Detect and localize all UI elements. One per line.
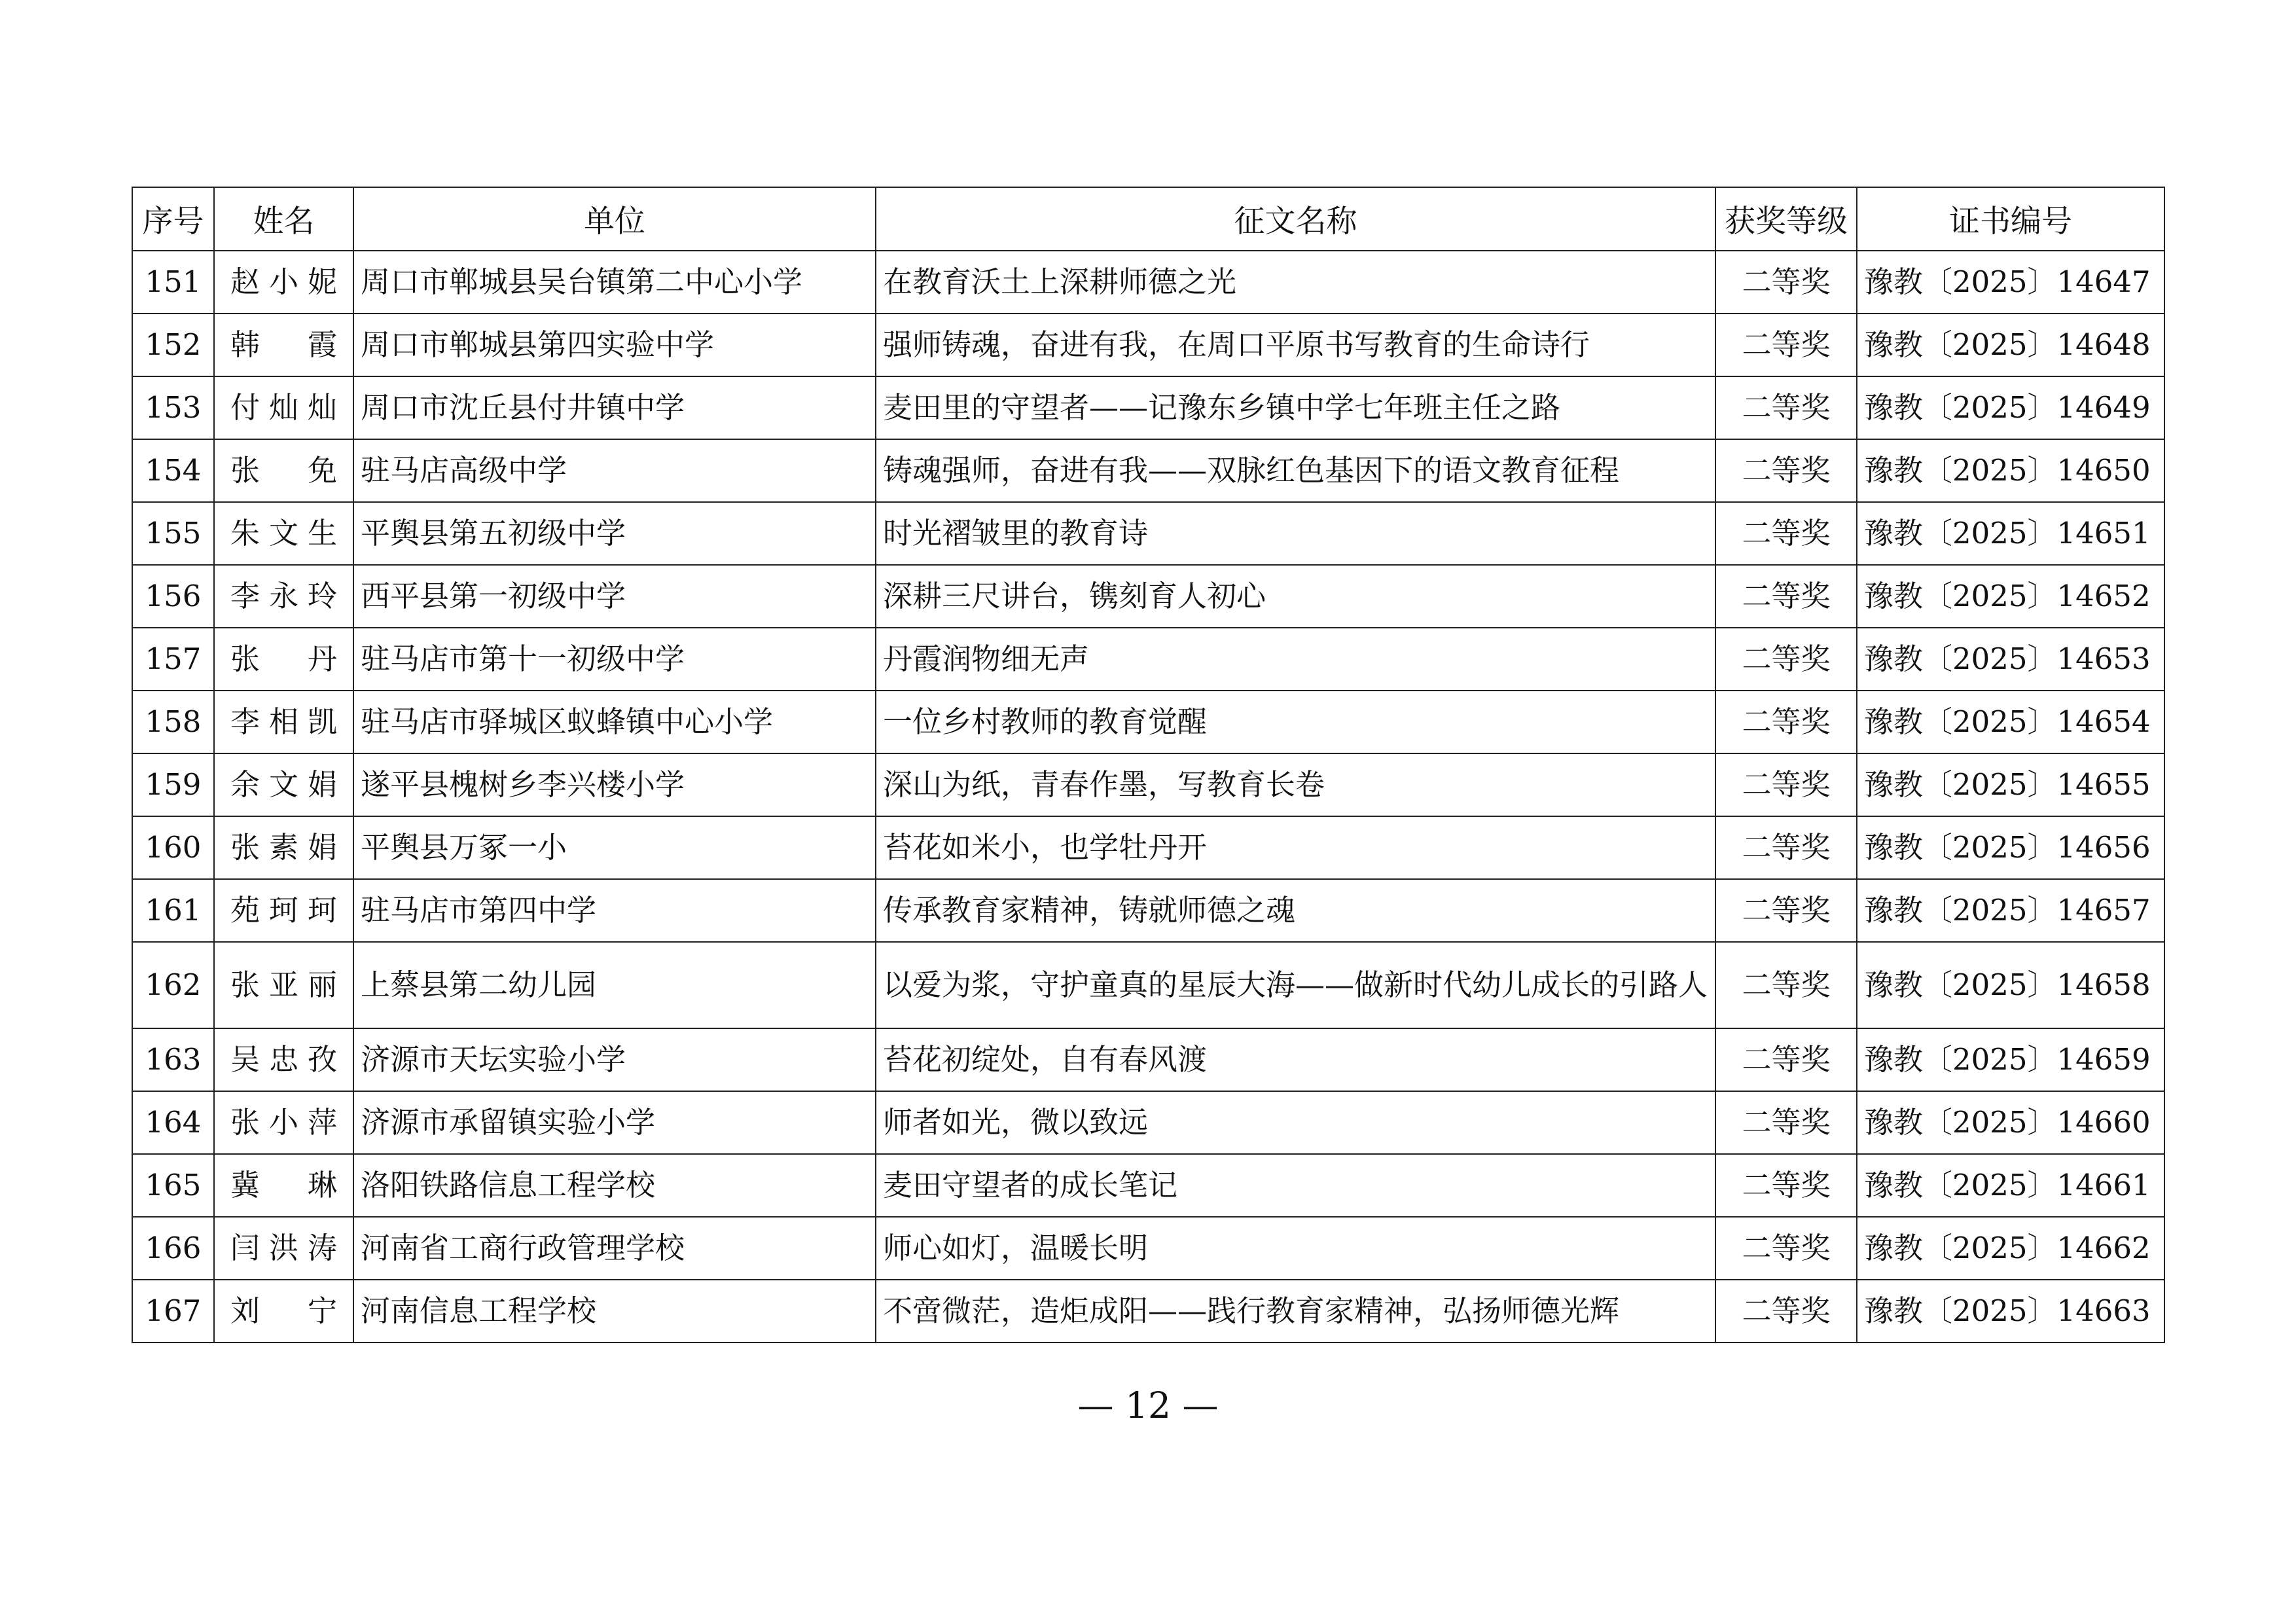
cell-level: 二等奖 [1715,565,1857,628]
header-level: 获奖等级 [1715,187,1857,251]
cell-cert: 豫教〔2025〕14662 [1857,1217,2164,1280]
cell-level: 二等奖 [1715,251,1857,314]
cell-unit: 驻马店市第十一初级中学 [353,628,876,691]
cell-name: 冀琳 [214,1154,353,1217]
cell-unit: 周口市沈丘县付井镇中学 [353,376,876,439]
cell-level: 二等奖 [1715,691,1857,753]
cell-title: 强师铸魂，奋进有我，在周口平原书写教育的生命诗行 [876,314,1715,376]
cell-no: 157 [132,628,214,691]
cell-name: 张素娟 [214,816,353,879]
table-row [132,251,2164,314]
table-row [132,1091,2164,1154]
cell-unit: 西平县第一初级中学 [353,565,876,628]
cell-name: 李相凯 [214,691,353,753]
award-table [132,187,2165,1343]
cell-level: 二等奖 [1715,314,1857,376]
cell-level: 二等奖 [1715,628,1857,691]
cell-cert: 豫教〔2025〕14647 [1857,251,2164,314]
table-row [132,1280,2164,1343]
cell-name: 闫洪涛 [214,1217,353,1280]
cell-unit: 驻马店高级中学 [353,439,876,502]
cell-unit: 洛阳铁路信息工程学校 [353,1154,876,1217]
cell-level: 二等奖 [1715,502,1857,565]
cell-name: 张小萍 [214,1091,353,1154]
cell-no: 164 [132,1091,214,1154]
cell-cert: 豫教〔2025〕14656 [1857,816,2164,879]
cell-no: 154 [132,439,214,502]
cell-name: 朱文生 [214,502,353,565]
page-number: — 12 — [1077,1384,1219,1426]
cell-unit: 河南省工商行政管理学校 [353,1217,876,1280]
cell-cert: 豫教〔2025〕14650 [1857,439,2164,502]
cell-no: 166 [132,1217,214,1280]
cell-name: 张丹 [214,628,353,691]
cell-cert: 豫教〔2025〕14660 [1857,1091,2164,1154]
cell-title: 一位乡村教师的教育觉醒 [876,691,1715,753]
cell-level: 二等奖 [1715,879,1857,942]
cell-name: 付灿灿 [214,376,353,439]
cell-title: 传承教育家精神，铸就师德之魂 [876,879,1715,942]
cell-title: 深山为纸，青春作墨，写教育长卷 [876,753,1715,816]
cell-name: 余文娟 [214,753,353,816]
cell-title: 丹霞润物细无声 [876,628,1715,691]
table-row [132,816,2164,879]
cell-cert: 豫教〔2025〕14652 [1857,565,2164,628]
cell-name: 赵小妮 [214,251,353,314]
cell-no: 162 [132,942,214,1028]
cell-unit: 驻马店市第四中学 [353,879,876,942]
cell-title: 不啻微茫，造炬成阳——践行教育家精神，弘扬师德光辉 [876,1280,1715,1343]
cell-name: 李永玲 [214,565,353,628]
cell-title: 师者如光，微以致远 [876,1091,1715,1154]
cell-no: 155 [132,502,214,565]
cell-level: 二等奖 [1715,1217,1857,1280]
cell-no: 152 [132,314,214,376]
cell-title: 铸魂强师，奋进有我——双脉红色基因下的语文教育征程 [876,439,1715,502]
cell-unit: 遂平县槐树乡李兴楼小学 [353,753,876,816]
header-cert: 证书编号 [1857,187,2164,251]
cell-unit: 驻马店市驿城区蚁蜂镇中心小学 [353,691,876,753]
header-name: 姓名 [214,187,353,251]
cell-cert: 豫教〔2025〕14653 [1857,628,2164,691]
cell-title: 在教育沃土上深耕师德之光 [876,251,1715,314]
table-row [132,1217,2164,1280]
cell-no: 161 [132,879,214,942]
cell-title: 麦田里的守望者——记豫东乡镇中学七年班主任之路 [876,376,1715,439]
table-row [132,691,2164,753]
cell-title: 师心如灯，温暖长明 [876,1217,1715,1280]
table-row [132,565,2164,628]
header-title: 征文名称 [876,187,1715,251]
cell-no: 158 [132,691,214,753]
cell-no: 167 [132,1280,214,1343]
cell-unit: 济源市天坛实验小学 [353,1028,876,1091]
cell-title: 以爱为浆，守护童真的星辰大海——做新时代幼儿成长的引路人 [876,942,1715,1028]
cell-unit: 济源市承留镇实验小学 [353,1091,876,1154]
cell-title: 苔花如米小，也学牡丹开 [876,816,1715,879]
table-body [132,251,2164,1343]
cell-level: 二等奖 [1715,376,1857,439]
cell-level: 二等奖 [1715,1028,1857,1091]
cell-level: 二等奖 [1715,1280,1857,1343]
cell-cert: 豫教〔2025〕14649 [1857,376,2164,439]
cell-unit: 周口市郸城县吴台镇第二中心小学 [353,251,876,314]
cell-no: 151 [132,251,214,314]
cell-name: 刘宁 [214,1280,353,1343]
table-row [132,314,2164,376]
header-no: 序号 [132,187,214,251]
table-row [132,439,2164,502]
cell-title: 麦田守望者的成长笔记 [876,1154,1715,1217]
cell-no: 159 [132,753,214,816]
cell-no: 165 [132,1154,214,1217]
cell-level: 二等奖 [1715,439,1857,502]
cell-cert: 豫教〔2025〕14648 [1857,314,2164,376]
header-unit: 单位 [353,187,876,251]
cell-level: 二等奖 [1715,942,1857,1028]
table-row [132,1028,2164,1091]
cell-cert: 豫教〔2025〕14655 [1857,753,2164,816]
cell-level: 二等奖 [1715,753,1857,816]
cell-unit: 周口市郸城县第四实验中学 [353,314,876,376]
cell-cert: 豫教〔2025〕14658 [1857,942,2164,1028]
cell-unit: 平舆县第五初级中学 [353,502,876,565]
cell-cert: 豫教〔2025〕14661 [1857,1154,2164,1217]
cell-unit: 平舆县万冢一小 [353,816,876,879]
table-row [132,376,2164,439]
cell-name: 韩霞 [214,314,353,376]
cell-level: 二等奖 [1715,1154,1857,1217]
table-row [132,1154,2164,1217]
cell-cert: 豫教〔2025〕14663 [1857,1280,2164,1343]
cell-no: 156 [132,565,214,628]
cell-title: 时光褶皱里的教育诗 [876,502,1715,565]
cell-cert: 豫教〔2025〕14659 [1857,1028,2164,1091]
cell-cert: 豫教〔2025〕14651 [1857,502,2164,565]
table-row [132,942,2164,1028]
cell-unit: 河南信息工程学校 [353,1280,876,1343]
table-row [132,879,2164,942]
cell-no: 163 [132,1028,214,1091]
cell-level: 二等奖 [1715,1091,1857,1154]
cell-name: 张亚丽 [214,942,353,1028]
cell-name: 苑珂珂 [214,879,353,942]
table-header-row [132,187,2164,251]
cell-title: 深耕三尺讲台，镌刻育人初心 [876,565,1715,628]
cell-no: 153 [132,376,214,439]
table-row [132,502,2164,565]
cell-name: 吴忠孜 [214,1028,353,1091]
cell-cert: 豫教〔2025〕14654 [1857,691,2164,753]
cell-unit: 上蔡县第二幼儿园 [353,942,876,1028]
table-row [132,753,2164,816]
cell-level: 二等奖 [1715,816,1857,879]
cell-title: 苔花初绽处，自有春风渡 [876,1028,1715,1091]
cell-no: 160 [132,816,214,879]
cell-cert: 豫教〔2025〕14657 [1857,879,2164,942]
table-row [132,628,2164,691]
cell-name: 张免 [214,439,353,502]
